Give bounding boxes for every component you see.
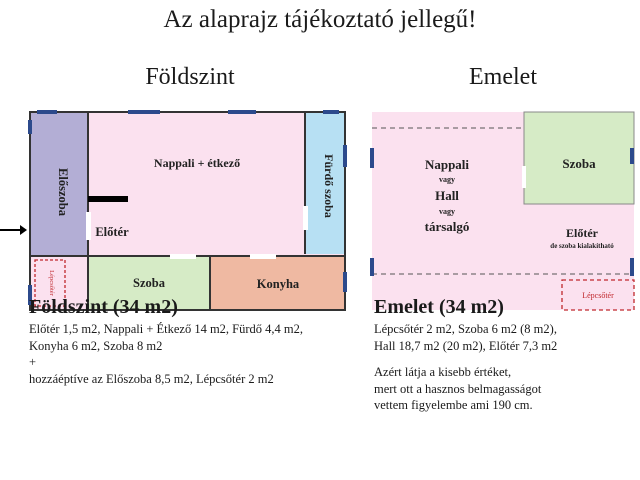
label-konyha: Konyha xyxy=(256,277,300,291)
label-tarsalgo: társalgó xyxy=(424,219,470,234)
page-title: Az alaprajz tájékoztató jellegű! xyxy=(163,6,477,33)
window-g7 xyxy=(28,120,32,134)
upper-floor-plan xyxy=(370,112,634,310)
upper-floor-label: Emelet xyxy=(469,64,537,90)
entrance-arrow-icon xyxy=(0,225,27,235)
label-eloter-upper: Előtér xyxy=(566,226,598,240)
note-line: Azért látja a kisebb értéket, xyxy=(374,365,512,379)
label-nappali-upper: Nappali xyxy=(424,157,470,172)
label-vagy-1: vagy xyxy=(439,175,455,184)
window-g5 xyxy=(343,145,347,167)
ground-floor-summary-line: hozzáéptíve az Előszoba 8,5 m2, Lépcsőtér 2 m2 xyxy=(29,371,274,386)
window-g6 xyxy=(343,272,347,292)
label-furdo: Fürdő szoba xyxy=(322,154,336,218)
note-line: mert ott a hasznos belmagasságot xyxy=(374,381,542,396)
label-eloter-note: de szoba kialakítható xyxy=(550,242,614,250)
window-u1 xyxy=(370,148,374,168)
label-vagy-2: vagy xyxy=(439,207,455,216)
label-lepcsoter-upper: Lépcsőtér xyxy=(582,291,614,300)
upper-floor-note xyxy=(374,364,634,414)
window-g2 xyxy=(128,110,160,114)
door-szoba xyxy=(170,254,196,259)
wall-stub xyxy=(88,196,128,202)
window-u3 xyxy=(630,148,634,164)
ground-floor-summary xyxy=(29,296,359,387)
label-hall: Hall xyxy=(435,188,459,203)
ground-floor-label: Földszint xyxy=(145,64,235,90)
window-g1 xyxy=(37,110,57,114)
label-nappali: Nappali + étkező xyxy=(153,156,241,170)
window-u2 xyxy=(370,258,374,276)
window-u4 xyxy=(630,258,634,276)
upper-floor-summary xyxy=(374,296,634,414)
ground-floor-summary-line: Előtér 1,5 m2, Nappali + Étkező 14 m2, Fürdő 4,4 m2, xyxy=(29,322,304,336)
door-konyha xyxy=(250,254,276,259)
ground-floor-summary-line: + xyxy=(29,355,37,369)
window-g3 xyxy=(228,110,256,114)
door-szoba-upper xyxy=(522,166,526,188)
upper-floor-summary-title: Emelet (34 m2) xyxy=(374,296,504,318)
label-szoba-upper: Szoba xyxy=(562,156,596,171)
upper-floor-summary-line: Hall 18,7 m2 (20 m2), Előtér 7,3 m2 xyxy=(374,338,558,353)
label-lepcsoter-ground: Lépcsőtér xyxy=(48,270,55,296)
ground-floor-summary-line: Konyha 6 m2, Szoba 8 m2 xyxy=(29,338,163,353)
label-szoba-ground: Szoba xyxy=(133,276,165,290)
label-eloter-ground: Előtér xyxy=(95,225,129,239)
upper-floor-summary-line: Lépcsőtér 2 m2, Szoba 6 m2 (8 m2), xyxy=(374,322,557,336)
window-g4 xyxy=(323,110,339,114)
door-furdo xyxy=(303,206,308,230)
note-line: vettem figyelembe ami 190 cm. xyxy=(374,398,533,412)
ground-floor-summary-title: Földszint (34 m2) xyxy=(29,296,178,318)
ground-floor-plan xyxy=(0,110,347,310)
label-eloszoba: Előszoba xyxy=(56,168,70,216)
door-eloszoba xyxy=(86,212,91,240)
